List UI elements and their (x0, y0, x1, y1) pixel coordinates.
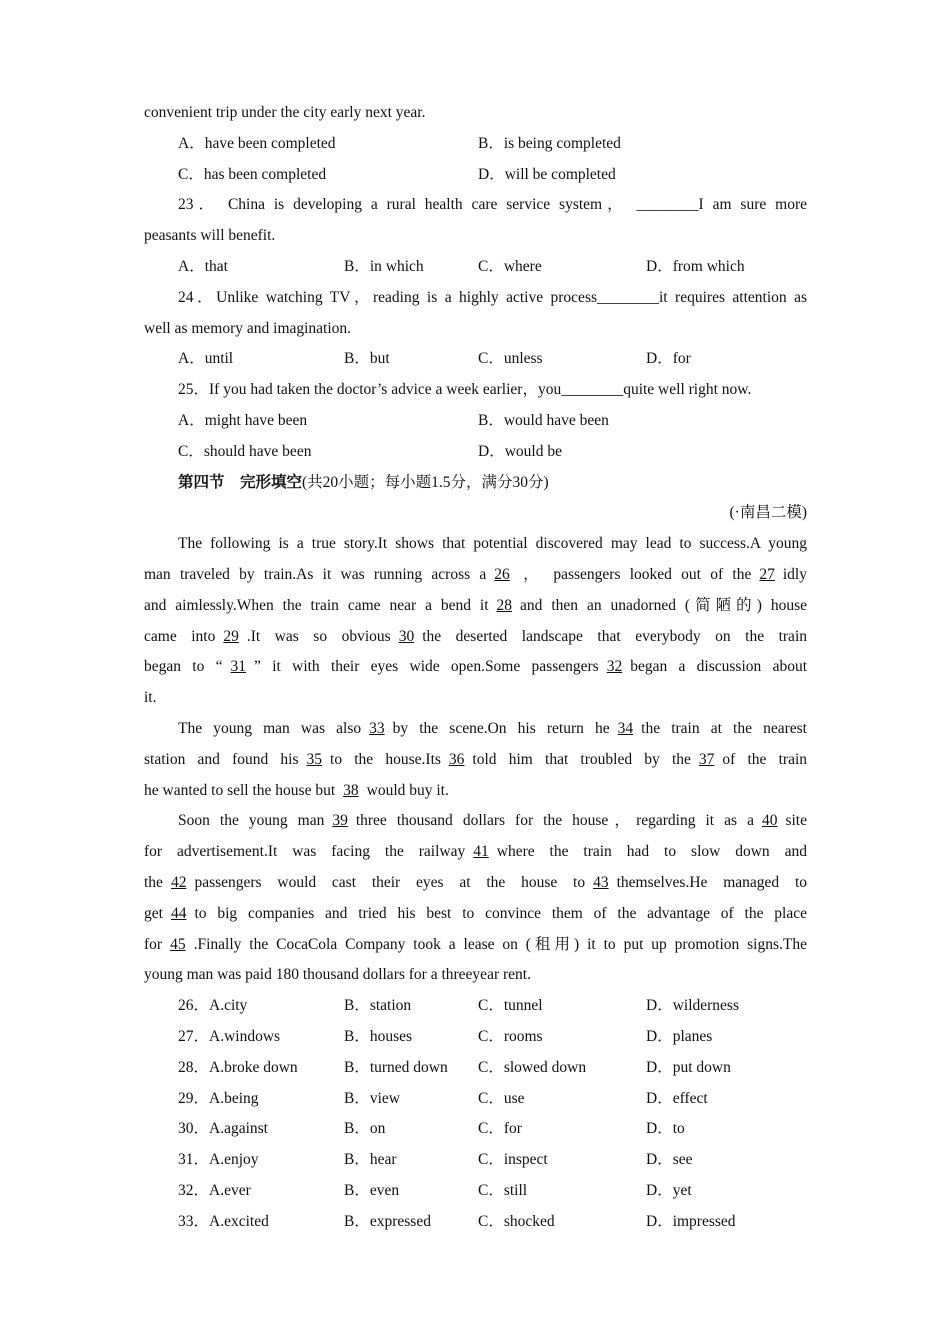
section-description: (共20小题；每小题1.5分，满分30分) (302, 473, 549, 491)
option-b: B．hear (344, 1151, 397, 1169)
blank-45: 45 (170, 935, 186, 953)
option-a: 28．A.broke down (178, 1058, 298, 1076)
blank-44: 44 (170, 904, 187, 922)
blank-33: 33 (369, 719, 385, 737)
option-a: 26．A.city (178, 997, 248, 1015)
options-row (144, 1207, 807, 1238)
option-25-a: A．might have been (178, 411, 308, 429)
option-d: D．effect (646, 1089, 708, 1107)
option-24-d: D．for (646, 350, 691, 368)
blank-38: 38 (343, 781, 359, 799)
passage-line: get 44 to big companies and tried his best to convince them of the advantage of the place (144, 904, 807, 922)
blank-34: 34 (617, 719, 634, 737)
question-25-options-cd (144, 437, 807, 468)
blank-30: 30 (398, 627, 415, 645)
question-23-stem: 23． China is developing a rural health care service system， ________I am sure more (178, 196, 807, 214)
blank-35: 35 (306, 750, 323, 768)
option-b: B．even (344, 1181, 400, 1199)
option-25-d: D．would be (478, 442, 562, 460)
option-c: C．for (478, 1120, 522, 1138)
option-22-d: D．will be completed (478, 165, 616, 183)
blank-26: 26 (494, 565, 510, 583)
option-b: B．houses (344, 1027, 413, 1045)
question-22-options-cd (144, 160, 807, 191)
blank-29: 29 (223, 627, 239, 645)
option-b: B．turned down (344, 1058, 448, 1076)
option-b: B．expressed (344, 1212, 431, 1230)
option-a: 31．A.enjoy (178, 1151, 259, 1169)
option-b: B．view (344, 1089, 400, 1107)
option-23-d: D．from which (646, 257, 745, 275)
question-22-tail: convenient trip under the city early next year. (144, 104, 426, 121)
blank-37: 37 (698, 750, 715, 768)
option-c: C．use (478, 1089, 525, 1107)
question-24-stem-cont: well as memory and imagination. (144, 319, 352, 337)
options-row (144, 991, 807, 1022)
option-22-c: C．has been completed (178, 165, 327, 183)
option-23-c: C．where (478, 257, 542, 275)
option-22-a: A．have been completed (178, 134, 336, 152)
option-d: D．put down (646, 1058, 731, 1076)
passage-line: young man was paid 180 thousand dollars for a threeyear rent. (144, 966, 531, 984)
section-heading (144, 468, 807, 499)
option-c: C．rooms (478, 1027, 543, 1045)
blank-43: 43 (593, 873, 609, 891)
passage-line: the 42 passengers would cast their eyes at the house to 43 themselves.He managed to (144, 873, 808, 891)
option-c: C．inspect (478, 1151, 548, 1169)
option-24-c: C．unless (478, 350, 543, 368)
option-b: B．on (344, 1120, 386, 1138)
option-24-b: B．but (344, 350, 390, 368)
blank-36: 36 (448, 750, 465, 768)
passage-line: he wanted to sell the house but 38 would buy it. (144, 781, 449, 799)
section-title: 第四节 完形填空 (178, 473, 303, 491)
passage-line: came into 29 .It was so obvious 30 the deserted landscape that everybody on the train (144, 627, 807, 645)
option-23-a: A．that (178, 257, 228, 275)
options-row (144, 1053, 807, 1084)
option-d: D．impressed (646, 1212, 736, 1230)
passage-line: and aimlessly.When the train came near a bend it 28 and then an unadorned (简陋的) house (144, 596, 807, 614)
option-a: 32．A.ever (178, 1181, 251, 1199)
option-b: B．station (344, 997, 412, 1015)
option-c: C．still (478, 1181, 528, 1199)
blank-31: 31 (230, 658, 247, 676)
option-c: C．shocked (478, 1212, 555, 1230)
option-d: D．see (646, 1151, 693, 1169)
passage-line: Soon the young man 39 three thousand dollars for the house，regarding it as a 40 site (178, 812, 807, 830)
question-25-stem: 25．If you had taken the doctor’s advice a week earlier，you________quite well right now. (178, 381, 752, 399)
option-a: 29．A.being (178, 1089, 259, 1107)
passage-line: for 45 .Finally the CocaCola Company took a lease on (租用) it to put up promotion signs.The (144, 935, 807, 953)
blank-32: 32 (606, 658, 623, 676)
blank-39: 39 (332, 812, 348, 830)
options-row (144, 1145, 807, 1176)
passage-line: man traveled by train.As it was running across a 26 ， passengers looked out of the 27 idly (144, 565, 807, 583)
option-a: 33．A.excited (178, 1212, 269, 1230)
option-22-b: B．is being completed (478, 134, 621, 152)
option-d: D．planes (646, 1027, 713, 1045)
option-a: 27．A.windows (178, 1027, 281, 1045)
option-d: D．yet (646, 1181, 692, 1199)
exam-page (144, 98, 807, 1237)
passage-line: it. (144, 689, 157, 707)
option-24-a: A．until (178, 350, 234, 368)
passage-line: began to “ 31 ” it with their eyes wide open.Some passengers 32 began a discussion about (144, 658, 807, 676)
option-a: 30．A.against (178, 1120, 268, 1138)
option-25-c: C．should have been (178, 442, 312, 460)
blank-42: 42 (170, 873, 187, 891)
blank-28: 28 (496, 596, 513, 614)
option-c: C．tunnel (478, 997, 543, 1015)
question-22-options-ab (144, 129, 807, 160)
passage-line: The young man was also 33 by the scene.On his return he 34 the train at the nearest (178, 719, 807, 737)
options-row (144, 1084, 807, 1115)
section-source: (·南昌二模) (729, 504, 807, 522)
passage-line: station and found his 35 to the house.Its 36 told him that troubled by the 37 of the train (144, 750, 808, 768)
passage-line: The following is a true story.It shows that potential discovered may lead to success.A young (178, 535, 807, 553)
option-23-b: B．in which (344, 257, 424, 275)
blank-27: 27 (759, 565, 775, 583)
question-23-options (144, 252, 807, 283)
blank-40: 40 (761, 812, 778, 830)
options-row (144, 1176, 807, 1207)
question-25-options-ab (144, 406, 807, 437)
question-24-stem: 24．Unlike watching TV，reading is a highly active process________it requires attention as (178, 288, 807, 306)
question-24-options (144, 344, 807, 375)
option-25-b: B．would have been (478, 411, 609, 429)
option-d: D．wilderness (646, 997, 739, 1015)
passage-line: for advertisement.It was facing the railway 41 where the train had to slow down and (144, 843, 807, 861)
question-23-stem-cont: peasants will benefit. (144, 227, 276, 245)
blank-41: 41 (473, 843, 489, 861)
option-c: C．slowed down (478, 1058, 587, 1076)
option-d: D．to (646, 1120, 685, 1138)
options-row (144, 1114, 807, 1145)
options-row (144, 1022, 807, 1053)
